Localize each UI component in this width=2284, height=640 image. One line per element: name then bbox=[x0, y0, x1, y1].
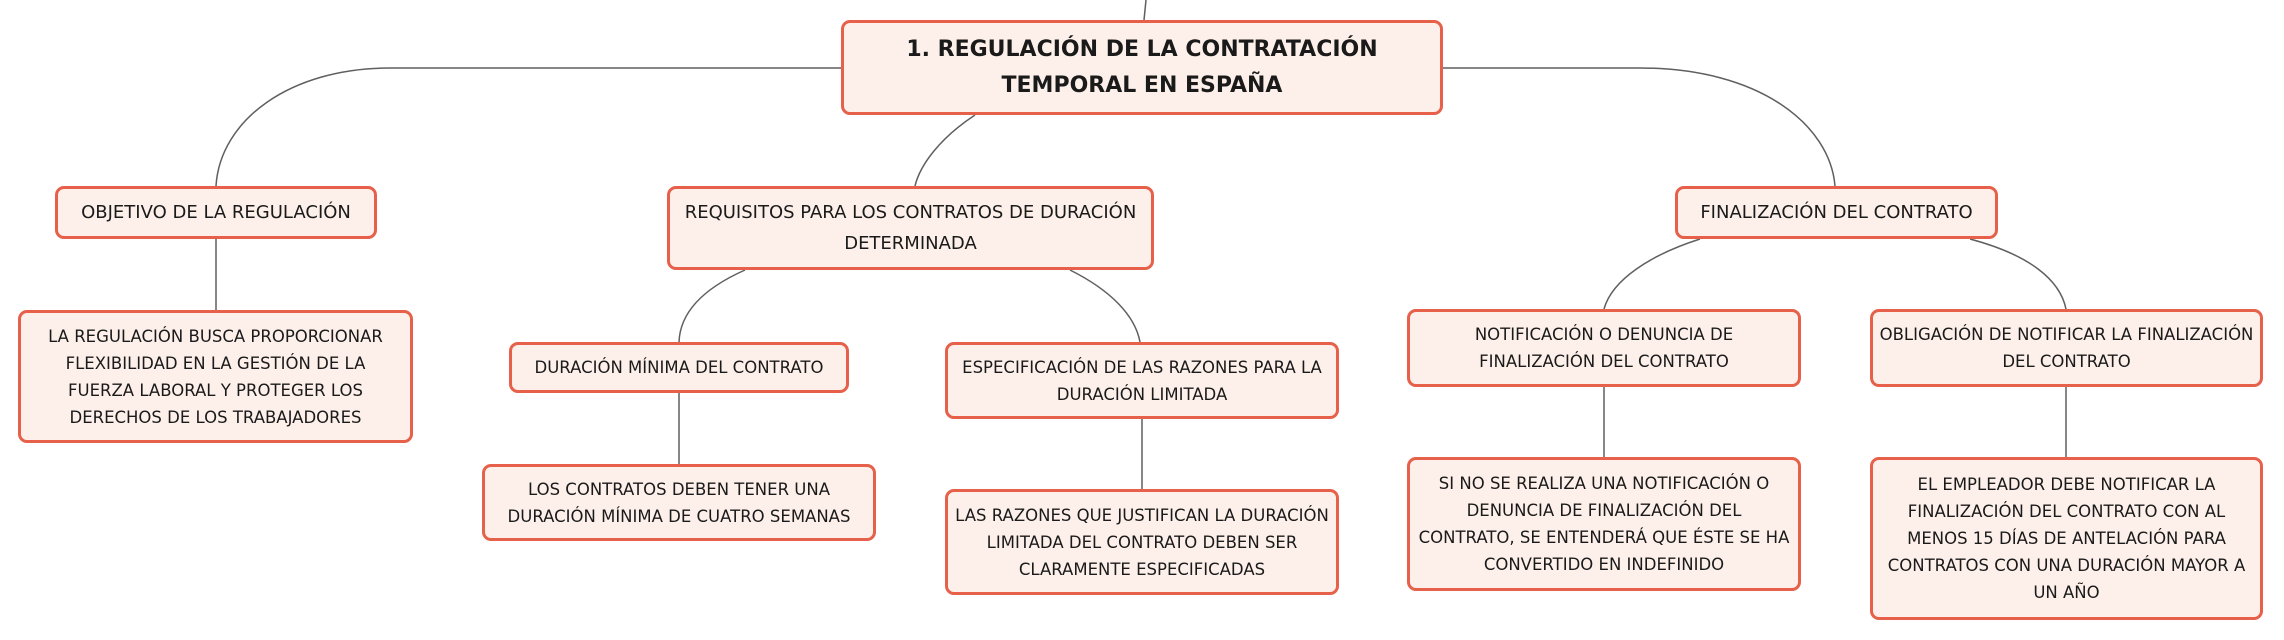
obligation-detail-text: EL EMPLEADOR DEBE NOTIFICAR LA FINALIZACIÓN DEL CONTRATO CON AL MENOS 15 DÍAS DE ANTELACIÓN PARA CONTRATOS CON UNA DURACIÓN MAYOR A UN AÑO bbox=[1887, 475, 2246, 602]
notice-detail-text: SI NO SE REALIZA UNA NOTIFICACIÓN O DENUNCIA DE FINALIZACIÓN DEL CONTRATO, SE ENTENDERÁ QUE ÉSTE SE HA CONVERTIDO EN INDEFINIDO bbox=[1418, 474, 1790, 574]
connector-root-termination bbox=[1443, 68, 1835, 186]
notice-detail-node[interactable] bbox=[1407, 457, 1801, 591]
connector-root-requirements bbox=[915, 115, 975, 186]
objective-title: OBJETIVO DE LA REGULACIÓN bbox=[81, 202, 351, 223]
reasons-detail-text: LAS RAZONES QUE JUSTIFICAN LA DURACIÓN LIMITADA DEL CONTRATO DEBEN SER CLARAMENTE ESPECIFICADAS bbox=[955, 505, 1329, 579]
objective-node[interactable] bbox=[55, 186, 377, 239]
termination-title: FINALIZACIÓN DEL CONTRATO bbox=[1700, 202, 1973, 223]
root-topic-node[interactable] bbox=[841, 20, 1443, 115]
root-topic-title: 1. REGULACIÓN DE LA CONTRATACIÓN TEMPORAL EN ESPAÑA bbox=[906, 36, 1378, 98]
termination-node[interactable] bbox=[1675, 186, 1998, 239]
objective-detail-node[interactable] bbox=[18, 310, 413, 443]
min-duration-node[interactable] bbox=[509, 342, 849, 393]
connector-root-objective bbox=[216, 68, 841, 186]
obligation-node[interactable] bbox=[1870, 309, 2263, 387]
reasons-detail-node[interactable] bbox=[945, 489, 1339, 595]
objective-detail-text: LA REGULACIÓN BUSCA PROPORCIONAR FLEXIBILIDAD EN LA GESTIÓN DE LA FUERZA LABORAL Y PROTEGER LOS DERECHOS DE LOS TRABAJADORES bbox=[48, 326, 383, 427]
connector-requirements-min-duration bbox=[679, 270, 745, 342]
notice-title: NOTIFICACIÓN O DENUNCIA DE FINALIZACIÓN DEL CONTRATO bbox=[1474, 325, 1734, 371]
obligation-title: OBLIGACIÓN DE NOTIFICAR LA FINALIZACIÓN DEL CONTRATO bbox=[1879, 325, 2254, 371]
requirements-node[interactable] bbox=[667, 186, 1154, 270]
connector-termination-obligation bbox=[1970, 239, 2066, 309]
reasons-node[interactable] bbox=[945, 342, 1339, 419]
notice-node[interactable] bbox=[1407, 309, 1801, 387]
requirements-title: REQUISITOS PARA LOS CONTRATOS DE DURACIÓN DETERMINADA bbox=[684, 202, 1137, 254]
min-duration-detail-node[interactable] bbox=[482, 464, 876, 541]
min-duration-title: DURACIÓN MÍNIMA DEL CONTRATO bbox=[534, 358, 824, 377]
connector-termination-notice bbox=[1604, 239, 1700, 309]
reasons-title: ESPECIFICACIÓN DE LAS RAZONES PARA LA DURACIÓN LIMITADA bbox=[962, 357, 1322, 404]
connector-requirements-reasons bbox=[1070, 270, 1140, 342]
connector-root-parent bbox=[1144, 0, 1146, 20]
obligation-detail-node[interactable] bbox=[1870, 457, 2263, 620]
min-duration-detail-text: LOS CONTRATOS DEBEN TENER UNA DURACIÓN MÍNIMA DE CUATRO SEMANAS bbox=[507, 479, 851, 526]
